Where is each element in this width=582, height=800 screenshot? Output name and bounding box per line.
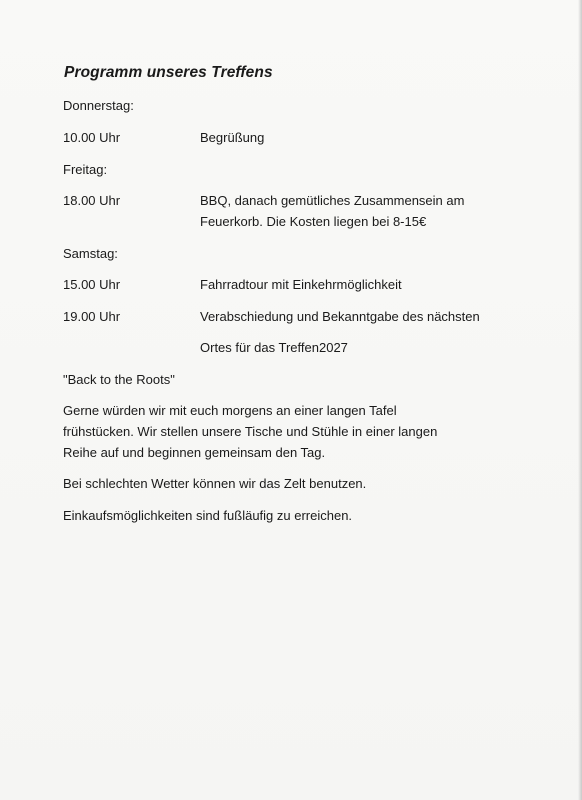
- event-saturday-1: Fahrradtour mit Einkehrmöglichkeit: [200, 277, 402, 292]
- document-title: Programm unseres Treffens: [64, 64, 273, 81]
- motto-text: "Back to the Roots": [63, 372, 175, 387]
- paragraph-weather: Bei schlechten Wetter können wir das Zelt benutzen.: [63, 476, 367, 491]
- event-saturday-2-line2: Ortes für das Treffen2027: [200, 340, 348, 355]
- time-thursday-1: 10.00 Uhr: [63, 130, 121, 145]
- paragraph-shopping: Einkaufsmöglichkeiten sind fußläufig zu erreichen.: [63, 508, 353, 523]
- event-friday-1-line2: Feuerkorb. Die Kosten liegen bei 8-15€: [200, 214, 427, 229]
- paragraph-breakfast-line1: Gerne würden wir mit euch morgens an einer langen Tafel: [63, 403, 397, 418]
- day-heading-saturday: Samstag:: [63, 246, 118, 261]
- paragraph-breakfast-line3: Reihe auf und beginnen gemeinsam den Tag.: [63, 445, 326, 460]
- day-heading-friday: Freitag:: [63, 162, 108, 177]
- paragraph-breakfast-line2: frühstücken. Wir stellen unsere Tische und Stühle in einer langen: [63, 424, 438, 439]
- day-heading-thursday: Donnerstag:: [63, 98, 134, 113]
- time-saturday-1: 15.00 Uhr: [63, 277, 121, 292]
- time-friday-1: 18.00 Uhr: [63, 193, 121, 208]
- page-edge-shadow: [578, 0, 582, 800]
- event-friday-1-line1: BBQ, danach gemütliches Zusammensein am: [200, 193, 465, 208]
- event-thursday-1: Begrüßung: [200, 130, 265, 145]
- event-saturday-2-line1: Verabschiedung und Bekanntgabe des nächsten: [200, 309, 480, 324]
- time-saturday-2: 19.00 Uhr: [63, 309, 121, 324]
